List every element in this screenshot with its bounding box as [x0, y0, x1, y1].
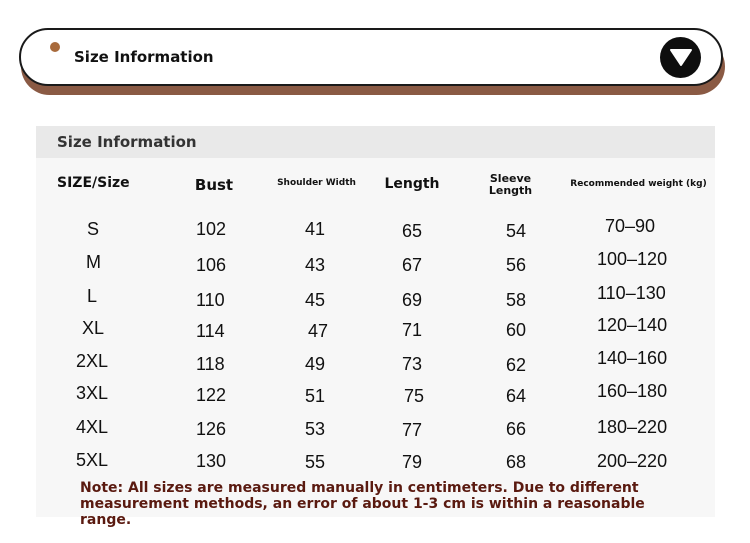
table-cell-bust: 130	[196, 451, 227, 471]
table-cell-length: 65	[402, 221, 423, 241]
table-cell-shoulder: 51	[305, 386, 326, 406]
table-cell-bust: 122	[196, 385, 227, 405]
table-cell-size: 5XL	[76, 450, 109, 470]
table-cell-shoulder: 55	[305, 452, 326, 472]
table-cell-length: 69	[402, 290, 423, 310]
table-cell-size: M	[86, 252, 101, 272]
table-cell-sleeve: 64	[506, 386, 527, 406]
table-cell-sleeve: 66	[506, 419, 527, 439]
table-cell-size: XL	[82, 318, 105, 338]
table-cell-sleeve: 62	[506, 355, 527, 375]
column-header-weight: Recommended weight (kg)	[570, 179, 707, 189]
column-header-size: SIZE/Size	[57, 175, 130, 191]
column-header-length: Length	[384, 176, 440, 192]
table-cell-shoulder: 41	[305, 219, 326, 239]
table-cell-sleeve: 60	[506, 320, 527, 340]
table-cell-shoulder: 47	[308, 321, 329, 341]
chevron-down-icon	[668, 47, 694, 69]
table-cell-size: 3XL	[76, 383, 109, 403]
measurement-note: Note: All sizes are measured manually in centimeters. Due to different measurement methods, an error of about 1-3 cm is within a reasonable range.	[80, 480, 645, 528]
header-title: Size Information	[74, 48, 214, 66]
table-cell-bust: 114	[196, 321, 225, 341]
table-cell-size: L	[87, 286, 98, 306]
table-cell-shoulder: 43	[305, 255, 326, 275]
table-cell-bust: 110	[196, 290, 225, 310]
table-cell-shoulder: 49	[305, 354, 326, 374]
column-header-sleeve: Sleeve Length	[488, 172, 533, 198]
column-header-shoulder: Shoulder Width	[277, 178, 356, 188]
table-cell-length: 73	[402, 354, 423, 374]
table-cell-bust: 102	[196, 219, 227, 239]
table-cell-sleeve: 56	[506, 255, 527, 275]
table-cell-bust: 126	[196, 419, 227, 439]
table-cell-weight: 120–140	[597, 315, 668, 335]
table-cell-size: 4XL	[76, 417, 109, 437]
table-cell-length: 71	[402, 320, 423, 340]
table-cell-weight: 100–120	[597, 249, 668, 269]
table-cell-shoulder: 45	[305, 290, 326, 310]
table-cell-bust: 118	[196, 354, 225, 374]
table-cell-sleeve: 68	[506, 452, 527, 472]
table-cell-shoulder: 53	[305, 419, 326, 439]
table-cell-length: 77	[402, 420, 423, 440]
table-cell-weight: 200–220	[597, 451, 668, 471]
table-cell-weight: 70–90	[605, 216, 656, 236]
column-header-bust: Bust	[194, 176, 234, 194]
table-cell-bust: 106	[196, 255, 227, 275]
table-title: Size Information	[57, 133, 197, 151]
table-cell-weight: 110–130	[597, 283, 666, 303]
table-cell-sleeve: 54	[506, 221, 527, 241]
table-cell-weight: 140–160	[597, 348, 668, 368]
table-cell-weight: 160–180	[597, 381, 668, 401]
bullet-dot	[50, 42, 60, 52]
table-cell-size: S	[87, 219, 100, 239]
table-cell-length: 79	[402, 452, 423, 472]
expand-toggle-button[interactable]	[660, 37, 701, 78]
table-cell-weight: 180–220	[597, 417, 668, 437]
table-cell-length: 67	[402, 255, 423, 275]
table-cell-length: 75	[404, 386, 425, 406]
table-cell-size: 2XL	[76, 351, 109, 371]
table-cell-sleeve: 58	[506, 290, 527, 310]
